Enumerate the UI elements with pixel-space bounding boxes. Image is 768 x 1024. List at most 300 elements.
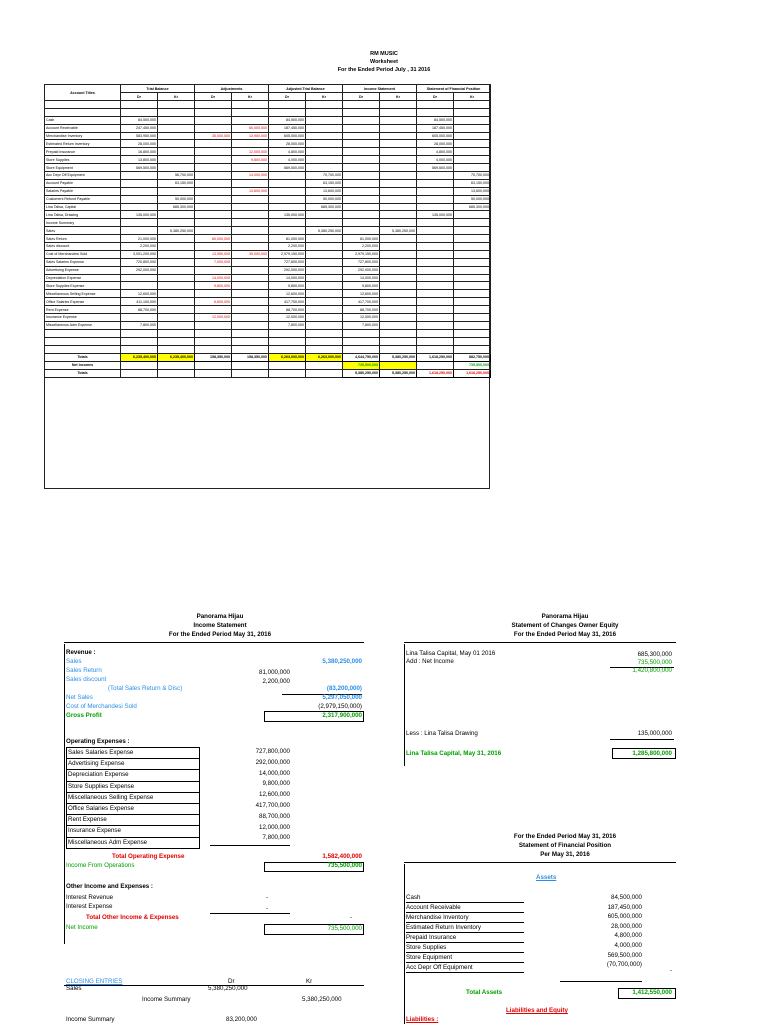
account-title: Salaries Payable [45, 187, 121, 195]
is-interest-exp-value: - [265, 905, 268, 912]
amount-cell [195, 124, 232, 132]
is-expense-list [66, 747, 200, 849]
worksheet-period: For the Ended Period July , 31 2016 [337, 67, 431, 73]
amount-cell: 12,600,000 [121, 290, 158, 298]
is-company: Panorama Hijau [196, 613, 244, 620]
empty-cell [232, 345, 269, 353]
fp-per: Per May 31, 2016 [540, 851, 590, 858]
asset-value: 84,500,000 [611, 894, 642, 901]
account-title: Merchandise Inventory [45, 132, 121, 140]
empty-cell [269, 345, 306, 353]
amount-cell [158, 116, 195, 124]
is-gross-profit-label: Gross Profit [66, 712, 102, 719]
amount-cell [232, 243, 269, 251]
amount-cell [121, 314, 158, 322]
amount-cell [232, 306, 269, 314]
table-row [45, 298, 491, 306]
amount-cell: 70,700,000 [306, 172, 343, 180]
empty-cell [380, 337, 417, 345]
empty-cell [232, 329, 269, 337]
amount-cell [343, 124, 380, 132]
amount-cell [306, 243, 343, 251]
eq-period: For the Ended Period May 31, 2016 [513, 631, 617, 638]
amount-cell [343, 116, 380, 124]
amount-cell [195, 148, 232, 156]
amount-cell: 13,800,000 [121, 156, 158, 164]
amount-cell [380, 321, 417, 329]
closing-row2-account: Income Summary [66, 1016, 115, 1023]
amount-cell [380, 148, 417, 156]
expense-label: Miscellaneous Adm Expense [68, 838, 148, 846]
total-cell: 158,350,000 [195, 353, 232, 361]
amount-cell [195, 116, 232, 124]
totals-row [45, 353, 491, 361]
amount-cell [306, 140, 343, 148]
total-cell: 882,750,000 [454, 353, 491, 361]
empty-cell [454, 345, 491, 353]
table-row [45, 219, 491, 227]
is-net-sales-label: Net Sales [66, 694, 93, 701]
amount-cell: 5,380,250,000 [158, 227, 195, 235]
amount-cell [380, 258, 417, 266]
amount-cell [232, 266, 269, 274]
amount-cell [417, 282, 454, 290]
closing-row2-dr: 83,200,000 [226, 1016, 257, 1023]
empty-cell [45, 101, 121, 109]
amount-cell [232, 258, 269, 266]
expense-label: Advertising Expense [67, 759, 199, 770]
amount-cell: 7,800,000 [121, 321, 158, 329]
amount-cell [417, 172, 454, 180]
dr-header: Dr [417, 93, 454, 101]
worksheet-company: RM MUSIC [370, 51, 398, 57]
expense-value: 9,800,000 [262, 780, 290, 788]
empty-cell [454, 329, 491, 337]
empty-cell [121, 108, 158, 116]
eq-less-label: Less : Lina Talisa Drawing [406, 730, 478, 737]
empty-cell [195, 345, 232, 353]
is-other-label: Other Income and Expenses : [66, 883, 153, 890]
amount-cell: 28,000,000 [417, 140, 454, 148]
amount-cell [158, 148, 195, 156]
table-row [45, 172, 491, 180]
amount-cell [306, 148, 343, 156]
total-cell: 158,350,000 [232, 353, 269, 361]
amount-cell [417, 290, 454, 298]
expense-value: 12,600,000 [259, 791, 290, 799]
is-sales-return-value: 81,000,000 [259, 669, 290, 676]
amount-cell [232, 227, 269, 235]
final-total-cell: 5,380,250,000 [343, 369, 380, 377]
empty-cell [306, 345, 343, 353]
is-total-opex-label: Total Operating Expense [112, 853, 185, 860]
amount-cell [232, 211, 269, 219]
amount-cell: 88,700,000 [343, 306, 380, 314]
amount-cell [195, 156, 232, 164]
amount-cell: 88,700,000 [121, 306, 158, 314]
table-row [45, 140, 491, 148]
is-interest-exp-label: Interest Expense [66, 903, 113, 910]
is-interest-rev-label: Interest Revenue [66, 894, 114, 901]
amount-cell: 84,500,000 [417, 116, 454, 124]
is-net-income-value: 735,500,000 [327, 925, 362, 932]
spacer-row [45, 101, 491, 109]
amount-cell [417, 258, 454, 266]
amount-cell [417, 250, 454, 258]
is-rule-3 [210, 913, 290, 914]
closing-kr-header: Kr [306, 978, 313, 985]
empty-cell [343, 329, 380, 337]
is-gross-profit-value: 2,317,900,000 [322, 712, 362, 719]
net-income-cell [417, 361, 454, 369]
is-sales-discount-value: 2,200,000 [262, 678, 290, 685]
asset-label: Store Supplies [406, 943, 524, 953]
eq-left-rule [404, 644, 405, 766]
worksheet-group-header [45, 85, 491, 93]
eq-end-label: Lina Talisa Capital, May 31, 2016 [406, 750, 502, 757]
amount-cell [417, 235, 454, 243]
amount-cell [380, 243, 417, 251]
amount-cell [195, 306, 232, 314]
is-total-sr-value: (83,200,000) [326, 685, 362, 692]
amount-cell [380, 172, 417, 180]
net-income-row [45, 361, 491, 369]
amount-cell: 13,600,000 [232, 187, 269, 195]
asset-value: 4,800,000 [614, 932, 642, 940]
is-sales-discount-label: Sales discount [66, 676, 107, 683]
kr-header: Kr [306, 93, 343, 101]
empty-cell [306, 329, 343, 337]
amount-cell [343, 211, 380, 219]
amount-cell [121, 187, 158, 195]
amount-cell: 411,100,000 [121, 298, 158, 306]
account-title: Sales Return [45, 235, 121, 243]
amount-cell [454, 140, 491, 148]
empty-cell [232, 101, 269, 109]
amount-cell [232, 203, 269, 211]
table-row [45, 187, 491, 195]
amount-cell [232, 290, 269, 298]
empty-cell [269, 108, 306, 116]
amount-cell: 12,000,000 [232, 148, 269, 156]
amount-cell: 13,600,000 [306, 187, 343, 195]
amount-cell [195, 203, 232, 211]
is-period: For the Ended Period May 31, 2016 [168, 631, 272, 638]
amount-cell [195, 140, 232, 148]
amount-cell [121, 179, 158, 187]
amount-cell: 7,800,000 [343, 321, 380, 329]
amount-cell [121, 274, 158, 282]
amount-cell [269, 219, 306, 227]
is-total-opex-value: 1,582,400,000 [322, 853, 362, 860]
final-total-cell: 1,618,250,000 [417, 369, 454, 377]
amount-cell [232, 314, 269, 322]
amount-cell [454, 321, 491, 329]
empty-cell [45, 108, 121, 116]
amount-cell [306, 314, 343, 322]
empty-cell [417, 108, 454, 116]
asset-value: 569,500,000 [607, 951, 642, 959]
fp-total-assets-label: Total Assets [466, 989, 503, 996]
kr-header: Kr [158, 93, 195, 101]
amount-cell: 9,800,000 [195, 282, 232, 290]
amount-cell [158, 140, 195, 148]
amount-cell [158, 250, 195, 258]
empty-cell [380, 329, 417, 337]
account-title: Sales [45, 227, 121, 235]
account-title: Depreciation Expense [45, 274, 121, 282]
empty-cell [306, 369, 343, 377]
empty-cell [158, 345, 195, 353]
amount-cell [158, 258, 195, 266]
amount-cell [269, 187, 306, 195]
amount-cell [121, 172, 158, 180]
empty-cell [195, 337, 232, 345]
amount-cell [158, 282, 195, 290]
amount-cell: 135,000,000 [269, 211, 306, 219]
amount-cell: 50,000,000 [158, 195, 195, 203]
amount-cell: 727,800,000 [343, 258, 380, 266]
amount-cell [195, 164, 232, 172]
account-title: Insurance Expense [45, 314, 121, 322]
empty-cell [380, 101, 417, 109]
asset-value: 28,000,000 [611, 922, 642, 930]
is-total-other-label: Total Other Income & Expenses [86, 914, 179, 921]
amount-cell: 4,000,000 [269, 156, 306, 164]
amount-cell [454, 156, 491, 164]
account-title: Lina Talisa, Capital [45, 203, 121, 211]
group-header: Adjustments [195, 85, 269, 93]
account-title: Store Supplies [45, 156, 121, 164]
eq-add-label: Add : Net Income [406, 658, 454, 665]
empty-cell [269, 101, 306, 109]
account-title: Miscellaneous Selling Expense [45, 290, 121, 298]
amount-cell: 12,600,000 [343, 290, 380, 298]
dr-header: Dr [343, 93, 380, 101]
fp-total-assets-value: 1,412,550,000 [632, 989, 672, 996]
empty-cell [158, 361, 195, 369]
amount-cell: 63,150,000 [306, 179, 343, 187]
table-row [45, 258, 491, 266]
amount-cell [417, 274, 454, 282]
amount-cell: 2,979,150,000 [343, 250, 380, 258]
amount-cell [380, 266, 417, 274]
amount-cell [343, 156, 380, 164]
amount-cell: 88,700,000 [269, 306, 306, 314]
amount-cell: 720,800,000 [121, 258, 158, 266]
account-title: Advertising Expense [45, 266, 121, 274]
table-row [45, 282, 491, 290]
empty-cell [454, 108, 491, 116]
asset-label: Prepaid Insurance [406, 933, 524, 943]
table-row [45, 290, 491, 298]
amount-cell [343, 179, 380, 187]
total-cell: 4,644,750,000 [343, 353, 380, 361]
amount-cell [158, 132, 195, 140]
amount-cell [232, 235, 269, 243]
amount-cell: 2,200,000 [343, 243, 380, 251]
amount-cell [158, 211, 195, 219]
amount-cell [454, 116, 491, 124]
amount-cell [454, 243, 491, 251]
eq-capital-label: Lina Talisa Capital, May 01 2016 [406, 650, 496, 657]
amount-cell [232, 282, 269, 290]
empty-cell [343, 108, 380, 116]
amount-cell: 12,000,000 [269, 314, 306, 322]
is-income-ops-value: 735,500,000 [327, 862, 362, 869]
amount-cell: 685,300,000 [306, 203, 343, 211]
account-title: Cash [45, 116, 121, 124]
amount-cell [417, 306, 454, 314]
closing-row1b-account: Income Summary [142, 996, 191, 1003]
is-net-sales-value: 5,297,050,000 [322, 694, 362, 701]
expense-value: 292,000,000 [255, 758, 290, 766]
is-header-rule [64, 642, 364, 643]
amount-cell [195, 211, 232, 219]
amount-cell [158, 187, 195, 195]
amount-cell: 84,500,000 [121, 116, 158, 124]
account-title: Rent Expense [45, 306, 121, 314]
amount-cell [195, 179, 232, 187]
amount-cell: 16,800,000 [121, 148, 158, 156]
account-title: Miscellaneous Adm Expense [45, 321, 121, 329]
amount-cell [306, 321, 343, 329]
amount-cell: 9,800,000 [343, 282, 380, 290]
fp-liabilities-label: Liabilities : [406, 1016, 439, 1023]
amount-cell: 14,000,000 [232, 172, 269, 180]
expense-label: Insurance Expense [67, 826, 199, 837]
amount-cell [380, 140, 417, 148]
table-row [45, 314, 491, 322]
amount-cell [380, 179, 417, 187]
asset-value: 4,000,000 [614, 941, 642, 949]
empty-cell [195, 101, 232, 109]
empty-cell [232, 361, 269, 369]
amount-cell [417, 219, 454, 227]
amount-cell: 63,150,000 [158, 179, 195, 187]
fp-assets-label: Assets [536, 874, 557, 881]
amount-cell [158, 156, 195, 164]
spacer-row [45, 337, 491, 345]
is-title: Income Statement [193, 622, 247, 629]
amount-cell [343, 172, 380, 180]
amount-cell [454, 164, 491, 172]
col-account-header: Account Titles [45, 85, 121, 101]
empty-cell [45, 337, 121, 345]
fp-left-rule [404, 864, 405, 1024]
amount-cell: 605,000,000 [269, 132, 306, 140]
empty-cell [380, 345, 417, 353]
amount-cell [380, 274, 417, 282]
amount-cell [306, 132, 343, 140]
is-cogs-label: Cost of Merchandesi Sold [66, 703, 137, 710]
amount-cell: 12,600,000 [269, 290, 306, 298]
account-title: Prepaid Insurance [45, 148, 121, 156]
empty-cell [269, 369, 306, 377]
expense-label: Office Salaries Expense [67, 804, 199, 815]
amount-cell [380, 124, 417, 132]
table-row [45, 195, 491, 203]
amount-cell [380, 195, 417, 203]
amount-cell: 247,450,000 [121, 124, 158, 132]
table-row [45, 179, 491, 187]
worksheet-title: Worksheet [369, 59, 399, 65]
table-row [45, 274, 491, 282]
group-header: Adjusted Trial Balance [269, 85, 343, 93]
spacer-row [45, 329, 491, 337]
expense-value: 417,700,000 [255, 801, 290, 809]
amount-cell: 60,000,000 [232, 124, 269, 132]
amount-cell [454, 266, 491, 274]
net-income-cell: 735,500,000 [343, 361, 380, 369]
account-title: Account Payable [45, 179, 121, 187]
amount-cell: 50,000,000 [306, 195, 343, 203]
eq-company: Panorama Hijau [541, 613, 589, 620]
amount-cell: 5,380,250,000 [306, 227, 343, 235]
is-income-ops-label: Income From Operations [66, 862, 135, 869]
empty-cell [121, 337, 158, 345]
amount-cell [417, 314, 454, 322]
group-header: Income Statement [343, 85, 417, 93]
amount-cell: 187,450,000 [417, 124, 454, 132]
amount-cell [232, 195, 269, 203]
empty-cell [306, 337, 343, 345]
amount-cell [158, 298, 195, 306]
amount-cell [158, 124, 195, 132]
amount-cell [306, 235, 343, 243]
amount-cell [380, 282, 417, 290]
asset-value: 605,000,000 [607, 913, 642, 921]
empty-cell [306, 101, 343, 109]
amount-cell [195, 290, 232, 298]
amount-cell [454, 148, 491, 156]
expense-value: 12,000,000 [259, 823, 290, 831]
amount-cell [306, 306, 343, 314]
empty-cell [158, 337, 195, 345]
closing-title: CLOSING ENTRIES [66, 978, 123, 985]
amount-cell: 60,000,000 [195, 235, 232, 243]
eq-less-value: 135,000,000 [637, 730, 672, 737]
amount-cell: 7,800,000 [269, 321, 306, 329]
net-income-cell [380, 361, 417, 369]
amount-cell: 569,500,000 [121, 164, 158, 172]
amount-cell [343, 148, 380, 156]
table-row [45, 235, 491, 243]
amount-cell: 685,300,000 [158, 203, 195, 211]
amount-cell: 14,000,000 [195, 274, 232, 282]
amount-cell [343, 140, 380, 148]
table-row [45, 164, 491, 172]
amount-cell: 2,979,150,000 [269, 250, 306, 258]
amount-cell [454, 306, 491, 314]
table-row [45, 266, 491, 274]
amount-cell: 13,600,000 [454, 187, 491, 195]
expense-label: Rent Expense [67, 815, 199, 826]
empty-cell [158, 329, 195, 337]
kr-header: Kr [380, 93, 417, 101]
amount-cell [454, 219, 491, 227]
amount-cell [306, 164, 343, 172]
amount-cell [158, 164, 195, 172]
kr-header: Kr [454, 93, 491, 101]
expense-value: 14,000,000 [259, 769, 290, 777]
amount-cell [380, 250, 417, 258]
amount-cell [269, 179, 306, 187]
amount-cell: 28,000,000 [121, 140, 158, 148]
amount-cell: 292,000,000 [269, 266, 306, 274]
closing-row1-account: Sales [66, 985, 82, 992]
amount-cell: 3,001,200,000 [121, 250, 158, 258]
